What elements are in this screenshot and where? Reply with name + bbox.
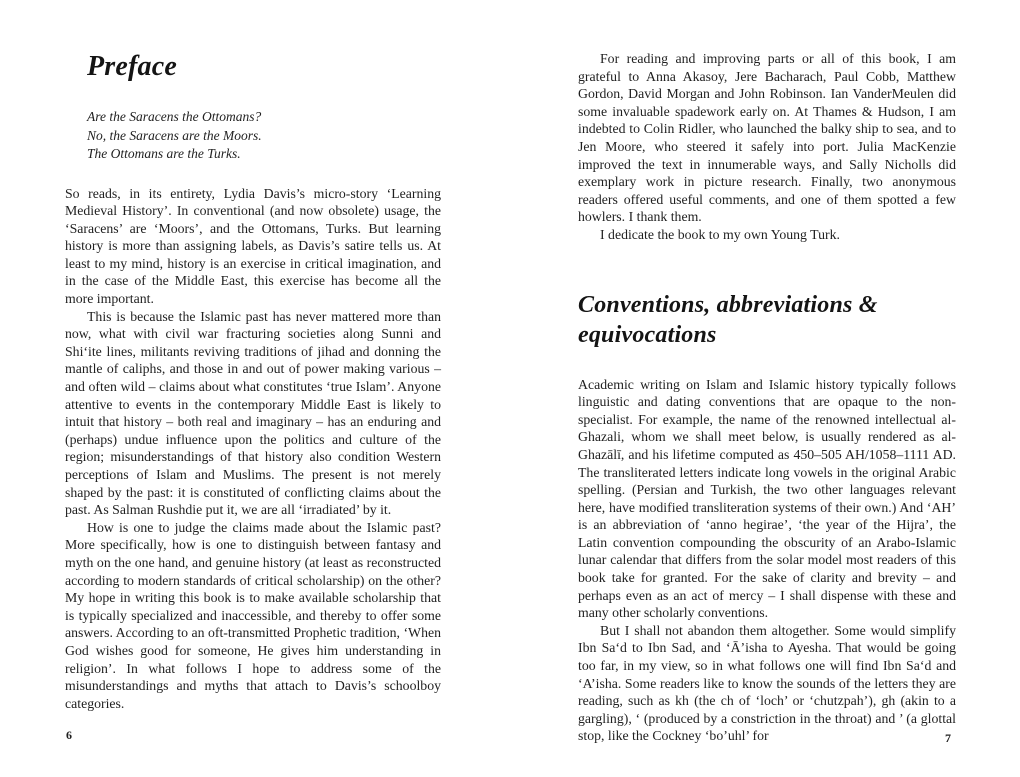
paragraph: How is one to judge the claims made about the Islamic past? More specifically, how is one to distinguish between fantasy and myth on the one hand, and genuine history (at least as reconstructed according to modern standards of critical scholarship) on the other? My hope in writing this book is to make available scholarship that is typically specialized and inaccessible, and thereby to offer some answers. According to an oft-transmitted Prophetic tradition, ‘When God wishes good for someone, He gives him understanding in religion’. In what follows I hope to address some of the misunderstandings and myths that attach to Davis’s schoolboy categories.: [65, 519, 441, 711]
paragraph: So reads, in its entirety, Lydia Davis’s micro-story ‘Learning Medieval History’. In conventional (and now obsolete) usage, the ‘Saracens’ are ‘Moors’, and the Ottomans, Turks. But learning history is more than assigning labels, as Davis’s satire tells us. At least to my mind, history is an exercise in critical imagination, and in the case of the Middle East, this exercise has become all the more important.: [65, 185, 441, 307]
paragraph: For reading and improving parts or all of this book, I am grateful to Anna Akasoy, Jere Bacharach, Paul Cobb, Matthew Gordon, David Morgan and John Robinson. Ian VanderMeulen did some invaluable spadework early on. At Thames & Hudson, I am indebted to Colin Ridler, who launched the balky ship to sea, and to Jen Moore, who steered it safely into port. Julia MacKenzie improved the text in innumerable ways, and Sally Nicholls did exemplary work in picture research. Finally, two anonymous readers offered useful comments, and one of them spotted a few howlers. I thank them.: [578, 51, 956, 225]
paragraph: But I shall not abandon them altogether. Some would simplify Ibn Sa‘d to Ibn Sad, and ‘Ā’isha to Ayesha. That would be going too far, in my view, so in what follows one will find Ibn Sa‘d and ‘A’isha. Some readers like to know the sounds of the letters they are reading, such as kh (the ch of ‘loch’ or ‘chutzpah’), gh (akin to a gargling), ‘ (produced by a constriction in the throat) and ’ (a glottal stop, like the Cockney ‘bo’uhl’ for: [578, 622, 956, 744]
paragraph: Academic writing on Islam and Islamic history typically follows linguistic and dating conventions that are opaque to the non-specialist. For example, the name of the renowned intellectual al-Ghazali, whom we shall meet below, is usually rendered as al-Ghazālī, and his lifetime computed as 450–505 AH/1058–1111 AD. The transliterated letters indicate long vowels in the original Arabic spelling. (Persian and Turkish, the two other languages relevant here, have modified transliteration systems of their own.) And ‘AH’ is an abbreviation of ‘anno hegirae’, ‘the year of the Hijra’, the Latin convention compounding the obscurity of an Arabo-Islamic lunar calendar that differs from the solar model most readers of this book take for granted. For the sake of clarity and brevity – and perhaps even as an act of mercy – I shall dispense with these and many other scholarly conventions.: [578, 376, 956, 621]
page-number-left: 6: [66, 728, 72, 742]
epigraph-line: No, the Saracens are the Moors.: [87, 127, 262, 143]
page-number-right: 7: [945, 731, 951, 745]
paragraph: I dedicate the book to my own Young Turk.: [600, 226, 840, 242]
left-page: [65, 50, 441, 712]
epigraph-line: Are the Saracens the Ottomans?: [87, 109, 262, 124]
epigraph-line: The Ottomans are the Turks.: [87, 146, 241, 161]
right-page: [578, 50, 956, 745]
epigraph: [87, 108, 441, 164]
section-title: Conventions, abbreviations & equivocations: [578, 291, 878, 348]
paragraph: This is because the Islamic past has never mattered more than now, what with civil war fracturing societies along Sunni and Shi‘ite lines, militants reviving traditions of jihad and donning the mantle of caliphs, and those in and out of power making various – and often wild – claims about what constitutes ‘true Islam’. Anyone attentive to events in the contemporary Middle East is likely to intuit that history – both real and imaginary – has an enduring and (perhaps) undue influence upon the politics and culture of the region; misunderstandings of that history also condition Western perceptions of Islam and Muslims. The present is not merely shaped by the past: it is constituted of conflicting claims about the past. As Salman Rushdie put it, we are all ‘irradiated’ by it.: [65, 308, 441, 518]
chapter-title: Preface: [87, 51, 178, 82]
